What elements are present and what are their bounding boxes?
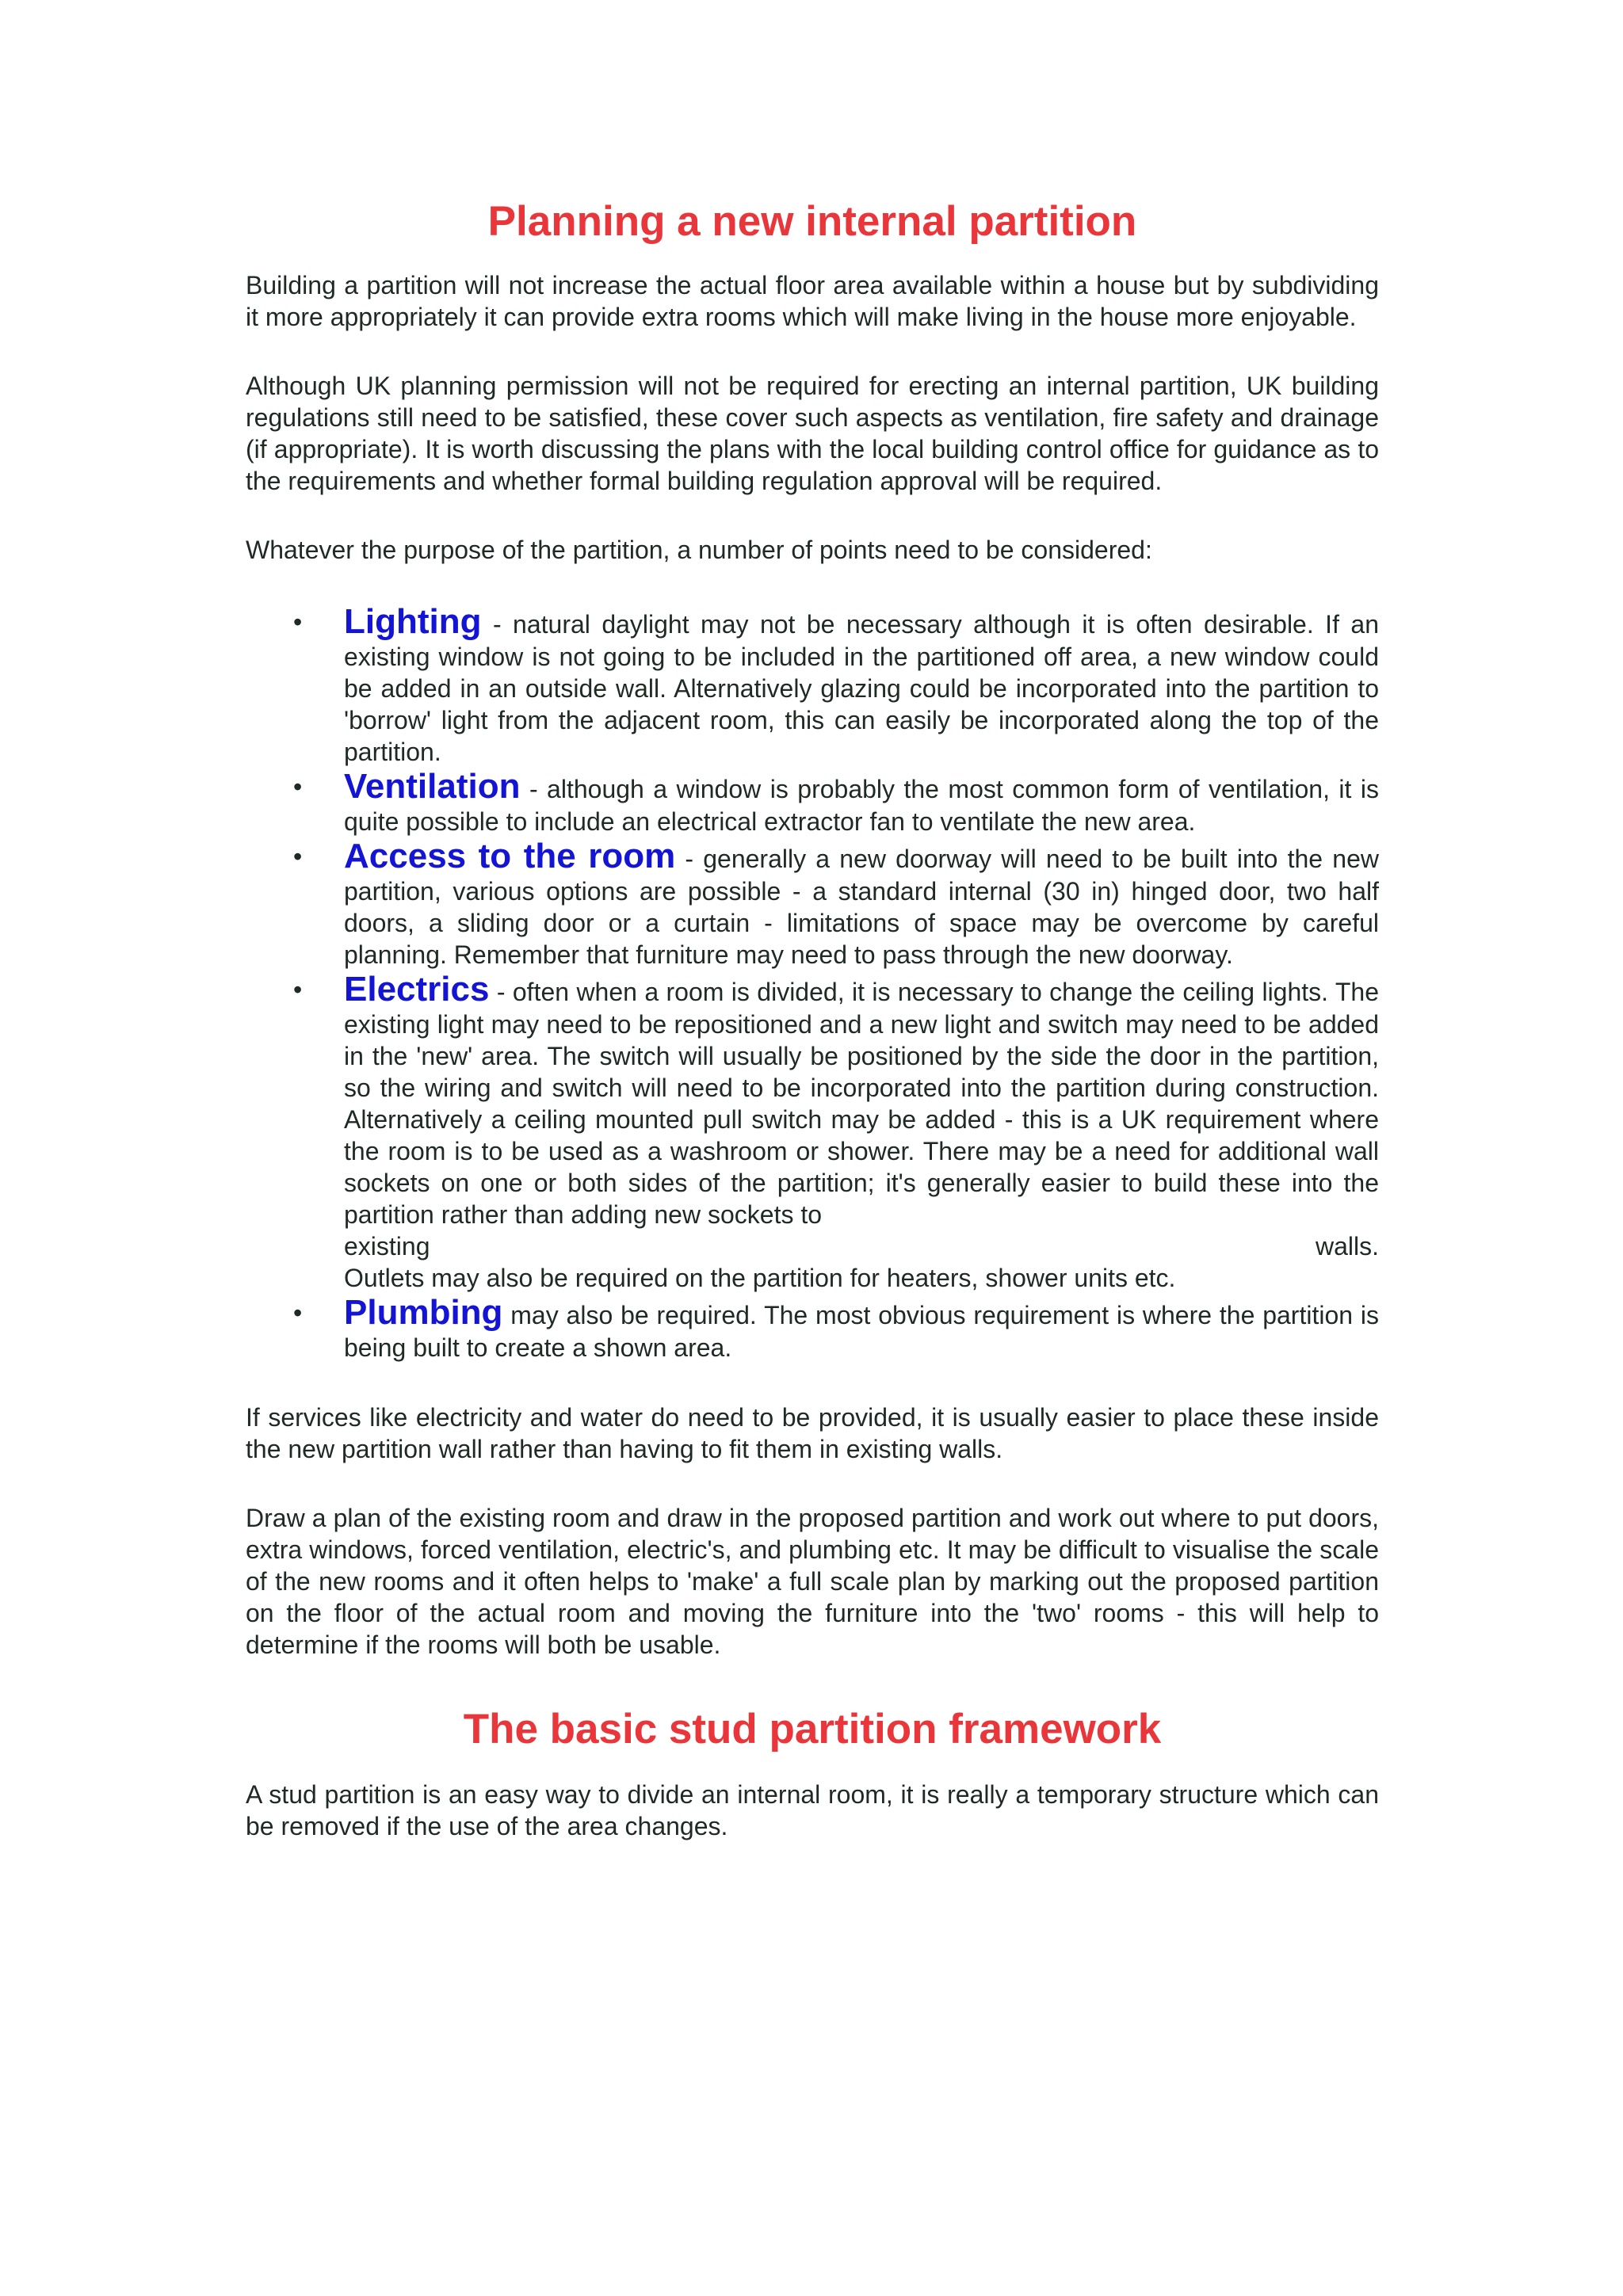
paragraph-services: If services like electricity and water do need to be provided, it is usually easier to place these inside the new partition wall rather than having to fit them in existing walls.: [246, 1403, 1379, 1463]
considerations-list: [246, 603, 1379, 1363]
list-item-access: [246, 837, 1379, 971]
bullet-icon: •: [293, 608, 303, 636]
electrics-text: - often when a room is divided, it is necessary to change the ceiling lights. The existing light may need to be repositioned and a new light and switch may need to be added in the 'new' area. The switch will usually be positioned by the side the door in the partition, so the wiring and switch will need to be incorporated into the partition during construction. Alternatively a ceiling mounted pull switch may be added - this is a UK requirement where the room is to be used as a washroom or shower. There may be a need for additional wall sockets on one or both sides of the partition; it's generally easier to build these into the partition rather than adding new sockets to: [344, 978, 1379, 1229]
list-item-electrics: [246, 971, 1379, 1294]
paragraph-regulations: Although UK planning permission will not be required for erecting an internal partition, UK building regulations still need to be satisfied, these cover such aspects as ventilation, fire safety and drainage (if appropriate). It is worth discussing the plans with the local building control office for guidance as to the requirements and whether formal building regulation approval will be required.: [246, 372, 1379, 495]
electrics-split-right: walls.: [1315, 1232, 1379, 1261]
list-item-ventilation: [246, 768, 1379, 837]
plumbing-text: may also be required. The most obvious requirement is where the partition is being built to create a shown area.: [344, 1301, 1379, 1362]
bullet-icon: •: [293, 975, 303, 1004]
list-item-plumbing: [246, 1294, 1379, 1363]
bullet-icon: •: [293, 842, 303, 871]
section-title: The basic stud partition framework: [463, 1706, 1162, 1753]
term-electrics: Electrics: [344, 970, 490, 1009]
term-ventilation: Ventilation: [344, 767, 521, 806]
paragraph-intro: Building a partition will not increase the actual floor area available within a house but by subdividing it more appropriately it can provide extra rooms which will make living in the house more enjoyable.: [246, 271, 1379, 331]
term-access: Access to the room: [344, 837, 676, 875]
bullet-icon: •: [293, 1299, 303, 1327]
paragraph-plan: Draw a plan of the existing room and draw in the proposed partition and work out where to put doors, extra windows, forced ventilation, electric's, and plumbing etc. It may be difficult to visualise the scale of the new rooms and it often helps to 'make' a full scale plan by marking out the proposed partition on the floor of the actual room and moving the furniture into the 'two' rooms - this will help to determine if the rooms will both be usable.: [246, 1504, 1379, 1659]
lighting-text: - natural daylight may not be necessary although it is often desirable. If an existing window is not going to be included in the partitioned off area, a new window could be added in an outside wall. Alternatively glazing could be incorporated into the partition to 'borrow' light from the adjacent room, this can easily be incorporated along the top of the partition.: [344, 610, 1379, 766]
list-item-lighting: [246, 603, 1379, 768]
electrics-tail: Outlets may also be required on the partition for heaters, shower units etc.: [344, 1264, 1176, 1292]
ventilation-text: - although a window is probably the most common form of ventilation, it is quite possible to include an electrical extractor fan to ventilate the new area.: [344, 775, 1379, 836]
term-plumbing: Plumbing: [344, 1293, 503, 1332]
bullet-icon: •: [293, 772, 303, 801]
paragraph-points-lead: Whatever the purpose of the partition, a number of points need to be considered:: [246, 536, 1152, 564]
term-lighting: Lighting: [344, 602, 482, 641]
paragraph-stud: A stud partition is an easy way to divide an internal room, it is really a temporary structure which can be removed if the use of the area changes.: [246, 1780, 1379, 1840]
document-page: [246, 190, 1379, 1879]
page-title: Planning a new internal partition: [487, 198, 1137, 245]
electrics-split-line: [344, 1230, 1379, 1262]
electrics-split-left: existing: [344, 1232, 430, 1261]
access-text: - generally a new doorway will need to be built into the new partition, various options are possible - a standard internal (30 in) hinged door, two half doors, a sliding door or a curtain - limitations of space may be overcome by careful planning. Remember that furniture may need to pass through the new doorway.: [344, 845, 1379, 969]
